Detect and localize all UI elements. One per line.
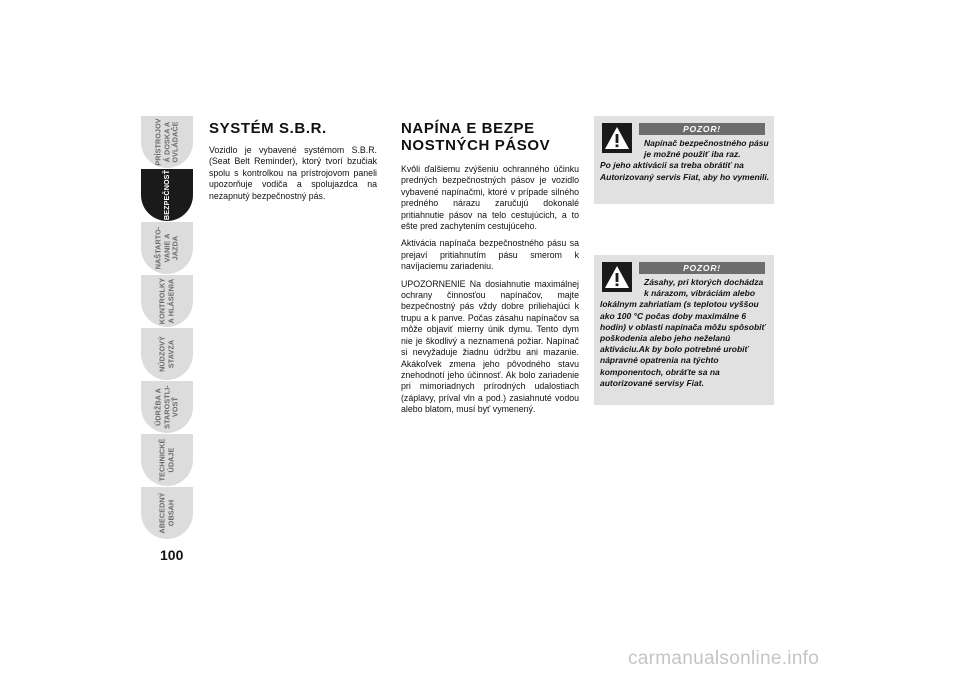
warning-text-rest: Po jeho aktivácii sa treba obrátiť na Autorizovaný servis Fiat, aby ho vymenili. bbox=[600, 160, 770, 182]
tab-starting-driving[interactable] bbox=[141, 222, 193, 274]
sbr-body: Vozidlo je vybavené systémom S.B.R. (Seat Belt Reminder), ktorý tvorí bzučiak spolu s kontrolkou na prístrojovom paneli upozorňuje vodiča a spolujazdca na nezapnutý bezpečnostný pás. bbox=[209, 145, 377, 201]
tab-label: BEZPEČNOSŤ bbox=[161, 169, 171, 221]
pretensioner-paragraph-3: UPOZORNENIE Na dosiahnutie maximálnej ochrany činnosťou napínačov, majte bezpečnostný pás vždy dobre priliehajúci k trupu a k panve. Počas zásahu napínačov sa môže objaviť mierny únik dymu. Tento dym nie je škodlivý a neznamená požiar. Napínač si nevyžaduje žiadnu údržbu ani mazanie. Akákoľvek zmena jeho pôvodného stavu znehodnotí jeho účinnosť. Ak bolo zariadenie pri mimoriadnych prírodných udalostiach (záplavy, príval vln a pod.) zasiahnuté vodou alebo blatom, musí byť vymenený. bbox=[401, 278, 579, 415]
tab-maintenance[interactable] bbox=[141, 381, 193, 433]
warning-text-rest: lokálnym zahriatiam (s teplotou vyššou ako 100 °C počas doby maximálne 6 hodín) v oblasti napínača môžu spôsobiť poškodenia alebo jeho neželanú aktiváciu.Ak by bolo potrebné urobiť nápravné opatrenia na týchto komponentoch, obráťte sa na autorizované servisy Fiat. bbox=[600, 299, 766, 388]
warning-text bbox=[600, 277, 770, 389]
tab-label: NAŠTARTO- VANIE A JAZDA bbox=[153, 226, 180, 270]
warning-label: POZOR! bbox=[639, 262, 765, 274]
tab-label: TECHNICKÉ ÚDAJE bbox=[157, 438, 175, 482]
warning-text-lead: Zásahy, pri ktorých dochádza k nárazom, vibráciám alebo bbox=[644, 277, 764, 299]
chapter-tabs bbox=[141, 116, 193, 540]
pretensioner-section bbox=[401, 120, 579, 422]
tab-emergency[interactable] bbox=[141, 328, 193, 380]
sbr-section bbox=[209, 120, 377, 208]
pretensioner-paragraph-1: Kvôli ďalšiemu zvýšeniu ochranného účinku predných bezpečnostných pásov je vozidlo vybavené napínačmi, ktoré v prípade silného predného nárazu zaručujú dokonalé pritiahnutie pásov na telo cestujúcich, a to ešte pred zachytením cestujúceho. bbox=[401, 164, 579, 232]
tab-label: ÚDRŽBA A STAROSTLI- VOSŤ bbox=[153, 385, 180, 429]
tab-label: NÚDZOVÝ STAVZA bbox=[157, 336, 175, 372]
page-number: 100 bbox=[160, 547, 184, 563]
tab-label: KONTROLKY A HLÁSENIA bbox=[157, 277, 175, 325]
pretensioner-paragraph-2: Aktivácia napínača bezpečnostného pásu sa prejaví pritiahnutím pásu smerom k navíjaciemu zariadeniu. bbox=[401, 238, 579, 272]
tab-warnings[interactable] bbox=[141, 275, 193, 327]
warning-box-2 bbox=[594, 255, 774, 405]
watermark: carmanualsonline.info bbox=[628, 648, 820, 669]
sbr-title: SYSTÉM S.B.R. bbox=[209, 120, 327, 137]
warning-text bbox=[600, 138, 770, 183]
tab-instruments[interactable] bbox=[141, 116, 193, 168]
pretensioner-title-line2: NOSTNÝCH PÁSOV bbox=[401, 137, 551, 154]
tab-technical[interactable] bbox=[141, 434, 193, 486]
tab-label: PRÍSTROJOV Á DOSKA A OVLÁDAČE bbox=[153, 118, 180, 166]
tab-safety[interactable] bbox=[141, 169, 193, 221]
warning-text-lead: Napínač bezpečnostného pásu je možné použiť iba raz. bbox=[644, 138, 769, 160]
pretensioner-title-line1: NAPÍNA E BEZPE bbox=[401, 120, 535, 137]
tab-label: ABECEDNÝ OBSAH bbox=[157, 492, 175, 534]
warning-box-1 bbox=[594, 116, 774, 204]
tab-index[interactable] bbox=[141, 487, 193, 539]
pretensioner-title bbox=[401, 120, 579, 154]
warning-label: POZOR! bbox=[639, 123, 765, 135]
